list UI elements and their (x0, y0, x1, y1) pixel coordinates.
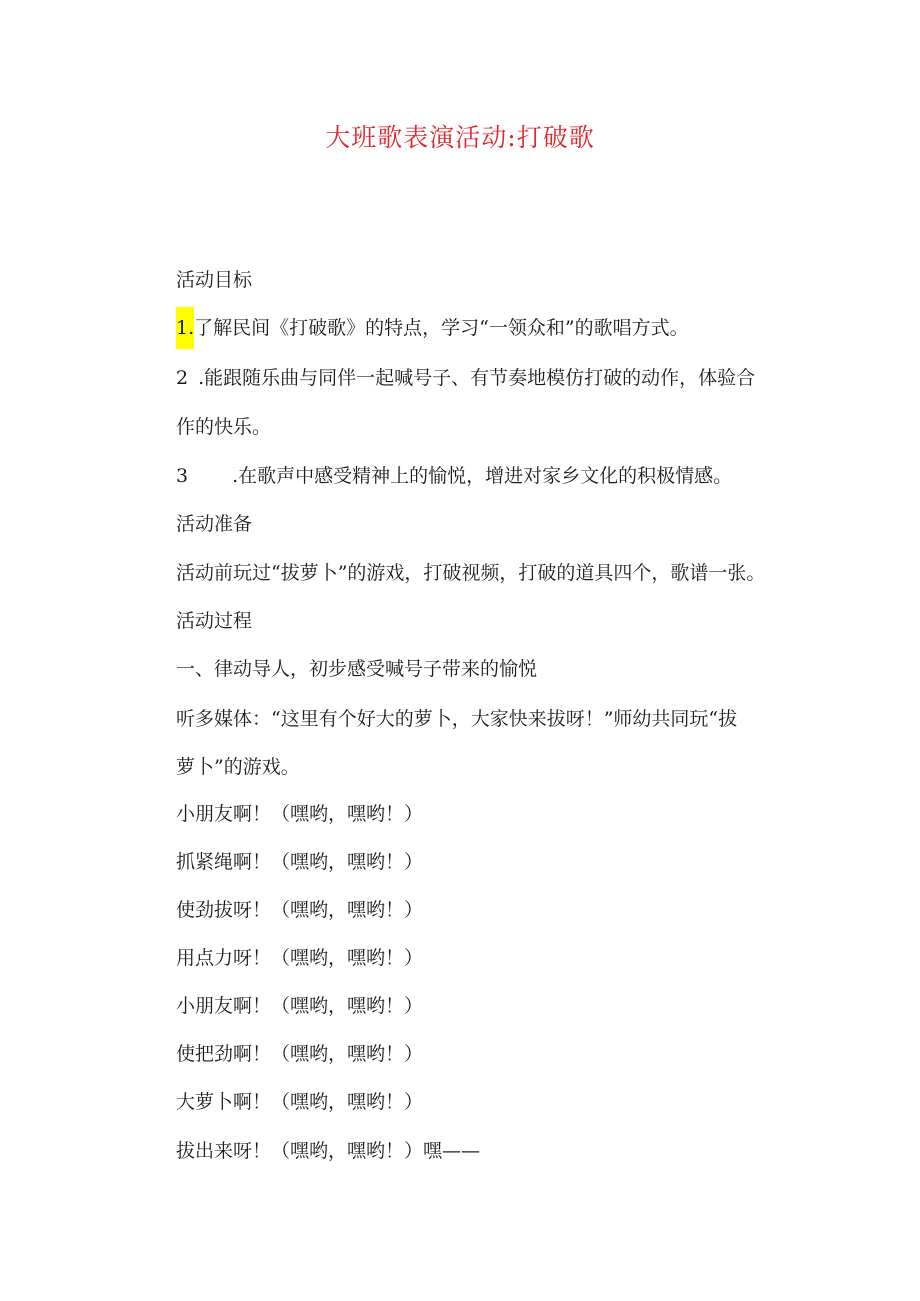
goal-2-number: 2 (176, 367, 189, 389)
step-1-text: 听多媒体：“这里有个好大的萝卜，大家快来拔呀！”师幼共同玩“拔 (176, 708, 738, 730)
chant-line: 使劲拔呀！（嘿哟，嘿哟！） (176, 899, 424, 921)
goal-3-number: 3 (176, 465, 189, 487)
prep-heading: 活动准备 (176, 513, 253, 535)
page-title: 大班歌表演活动:打破歌 (325, 123, 595, 152)
chant-line: 小朋友啊！（嘿哟，嘿哟！） (176, 803, 424, 825)
chant-line: 使把劲啊！（嘿哟，嘿哟！） (176, 1043, 424, 1065)
step-1-continuation: 萝卜”的游戏。 (176, 756, 300, 778)
highlighted-number: 1. (176, 307, 194, 349)
prep-text: 活动前玩过“拔萝卜”的游戏，打破视频，打破的道具四个，歌谱一张。 (176, 562, 766, 584)
chant-line: 拔出来呀！（嘿哟，嘿哟！）嘿—— (176, 1140, 481, 1162)
goal-2-continuation: 作的快乐。 (176, 416, 272, 438)
goal-item-2 (176, 363, 755, 393)
goal-item-3 (176, 461, 732, 491)
chant-line: 大萝卜啊！（嘿哟，嘿哟！） (176, 1091, 424, 1113)
goal-1-text: 了解民间《打破歌》的特点，学习“一领众和”的歌唱方式。 (194, 317, 689, 339)
chant-line: 用点力呀！（嘿哟，嘿哟！） (176, 947, 424, 969)
chant-line: 小朋友啊！（嘿哟，嘿哟！） (176, 995, 424, 1017)
goal-2-text: .能跟随乐曲与同伴一起喊号子、有节奏地模仿打破的动作，体验合 (198, 367, 756, 389)
chant-line: 抓紧绳啊！（嘿哟，嘿哟！） (176, 851, 424, 873)
goals-heading: 活动目标 (176, 269, 253, 291)
goal-3-text: .在歌声中感受精神上的愉悦，增进对家乡文化的积极情感。 (232, 465, 733, 487)
step-1-heading: 一、律动导人，初步感受喊号子带来的愉悦 (176, 658, 538, 680)
process-heading: 活动过程 (176, 610, 253, 632)
goal-item-1 (176, 313, 689, 343)
